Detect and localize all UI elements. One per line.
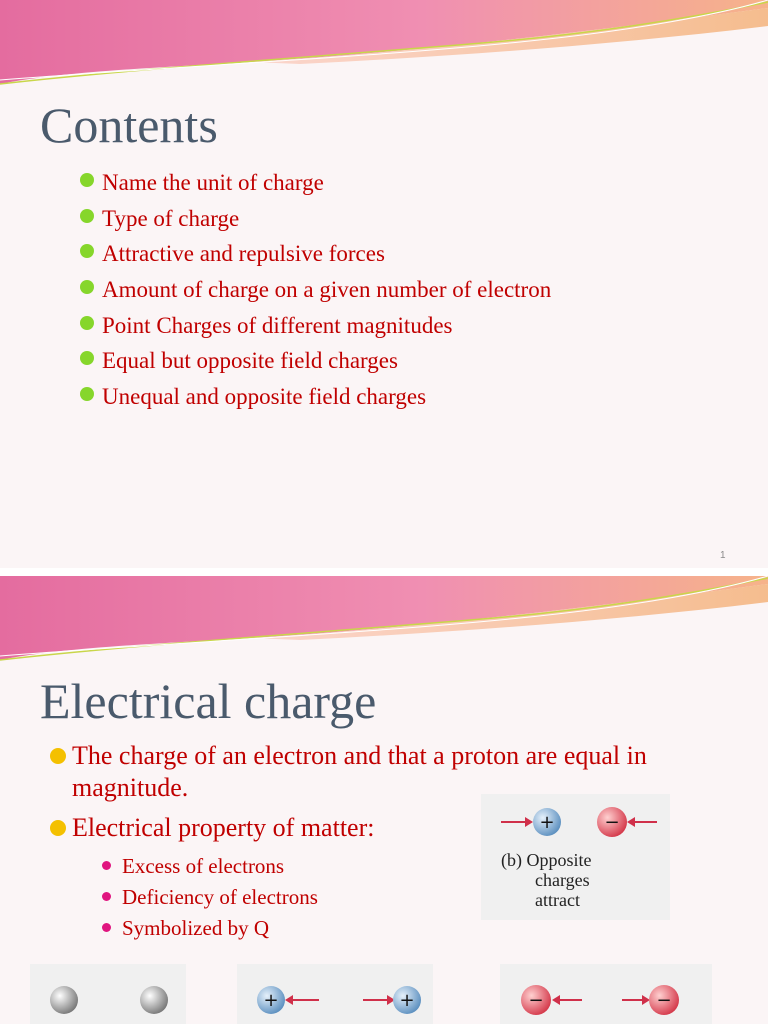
list-item: Symbolized by Q: [102, 913, 318, 944]
like-negative-charges-figure: [500, 964, 712, 1024]
opposite-charges-figure: [481, 794, 670, 920]
bullet-dot-icon: [50, 820, 66, 836]
list-item: Deficiency of electrons: [102, 882, 318, 913]
list-item: The charge of an electron and that a proton are equal in magnitude.: [50, 740, 740, 804]
list-item: Name the unit of charge: [80, 168, 551, 204]
header-swoosh-graphic: [0, 576, 768, 668]
bullet-dot-icon: [80, 316, 94, 330]
sub-bullet-dot-icon: [102, 892, 111, 901]
slide-2: [0, 576, 768, 1024]
slide-separator: [0, 568, 768, 576]
list-item: Excess of electrons: [102, 851, 318, 882]
neutral-sphere-icon: [50, 986, 78, 1014]
sub-bullet-dot-icon: [102, 861, 111, 870]
neutral-sphere-icon: [140, 986, 168, 1014]
bullet-dot-icon: [80, 387, 94, 401]
bullet-dot-icon: [80, 351, 94, 365]
page-number: 1: [720, 550, 726, 561]
charges-attract-illustration: [481, 794, 670, 850]
svg-text:−: −: [528, 990, 544, 1011]
svg-text:+: +: [539, 812, 555, 833]
list-item: Amount of charge on a given number of electron: [80, 275, 551, 311]
list-item: Point Charges of different magnitudes: [80, 311, 551, 347]
svg-text:−: −: [656, 990, 672, 1011]
slide-title: Electrical charge: [40, 673, 377, 729]
bullet-dot-icon: [80, 173, 94, 187]
neutral-spheres-figure: [30, 964, 186, 1024]
bullet-dot-icon: [80, 209, 94, 223]
list-item: Equal but opposite field charges: [80, 346, 551, 382]
bullet-dot-icon: [50, 748, 66, 764]
figure-caption: (b) Opposite charges attract: [501, 850, 592, 910]
slide-title: Contents: [40, 97, 218, 153]
svg-text:+: +: [263, 990, 279, 1011]
bullet-dot-icon: [80, 280, 94, 294]
svg-text:−: −: [604, 812, 620, 833]
list-item: Unequal and opposite field charges: [80, 382, 551, 418]
list-item: Attractive and repulsive forces: [80, 239, 551, 275]
contents-list: [80, 168, 551, 418]
header-swoosh-graphic: [0, 0, 768, 92]
list-item: Electrical property of matter:: [50, 812, 740, 844]
bullet-dot-icon: [80, 244, 94, 258]
sub-bullet-dot-icon: [102, 923, 111, 932]
list-item: Type of charge: [80, 204, 551, 240]
svg-text:+: +: [399, 990, 415, 1011]
like-positive-charges-figure: [237, 964, 433, 1024]
sub-bullet-list: [102, 851, 318, 944]
